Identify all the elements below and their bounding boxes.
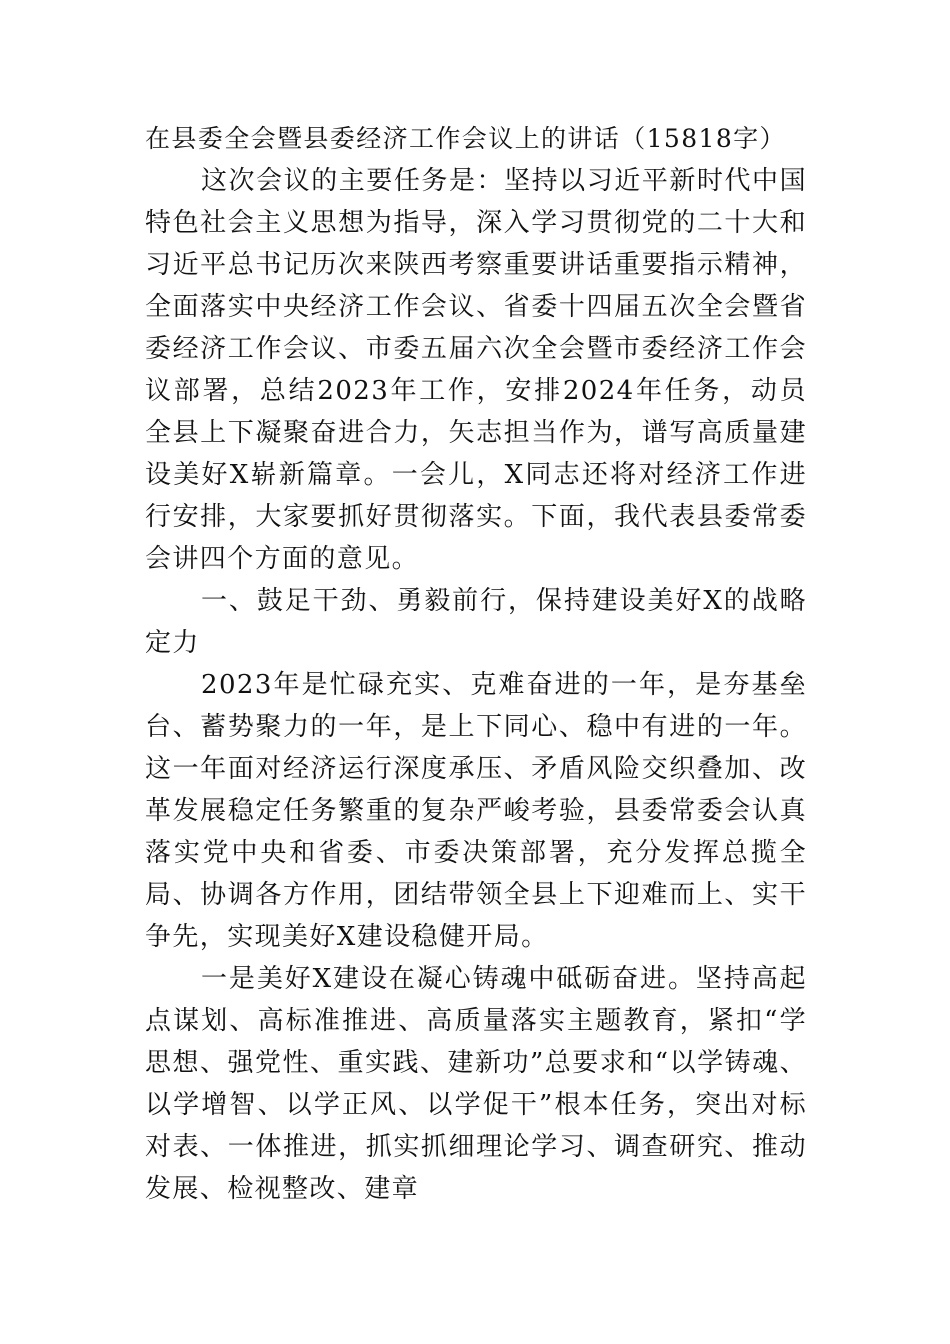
section-heading-1: 一、鼓足干劲、勇毅前行，保持建设美好X的战略定力 xyxy=(145,586,807,658)
paragraph-intro: 这次会议的主要任务是：坚持以习近平新时代中国特色社会主义思想为指导，深入学习贯彻党的二十大和习近平总书记历次来陕西考察重要讲话重要指示精神，全面落实中央经济工作会议、省委十四届五次全会暨省委经济工作会议、市委五届六次全会暨市委经济工作会议部署，总结2023年工作，安排2024年任务，动员全县上下凝聚奋进合力，矢志担当作为，谱写高质量建设美好X崭新篇章。一会儿，X同志还将对经济工作进行安排，大家要抓好贯彻落实。下面，我代表县委常委会讲四个方面的意见。 xyxy=(145,166,807,574)
document-title: 在县委全会暨县委经济工作会议上的讲话（15818字） xyxy=(145,124,786,153)
paragraph-2023-review: 2023年是忙碌充实、克难奋进的一年，是夯基垒台、蓄势聚力的一年，是上下同心、稳中有进的一年。这一年面对经济运行深度承压、矛盾风险交织叠加、改革发展稳定任务繁重的复杂严峻考验，县委常委会认真落实党中央和省委、市委决策部署，充分发挥总揽全局、协调各方作用，团结带领全县上下迎难而上、实干争先，实现美好X建设稳健开局。 xyxy=(145,670,807,952)
document-body xyxy=(145,118,807,1210)
paragraph-point-one: 一是美好X建设在凝心铸魂中砥砺奋进。坚持高起点谋划、高标准推进、高质量落实主题教育，紧扣“学思想、强党性、重实践、建新功”总要求和“以学铸魂、以学增智、以学正风、以学促干”根本任务，突出对标对表、一体推进，抓实抓细理论学习、调查研究、推动发展、检视整改、建章 xyxy=(145,964,807,1204)
